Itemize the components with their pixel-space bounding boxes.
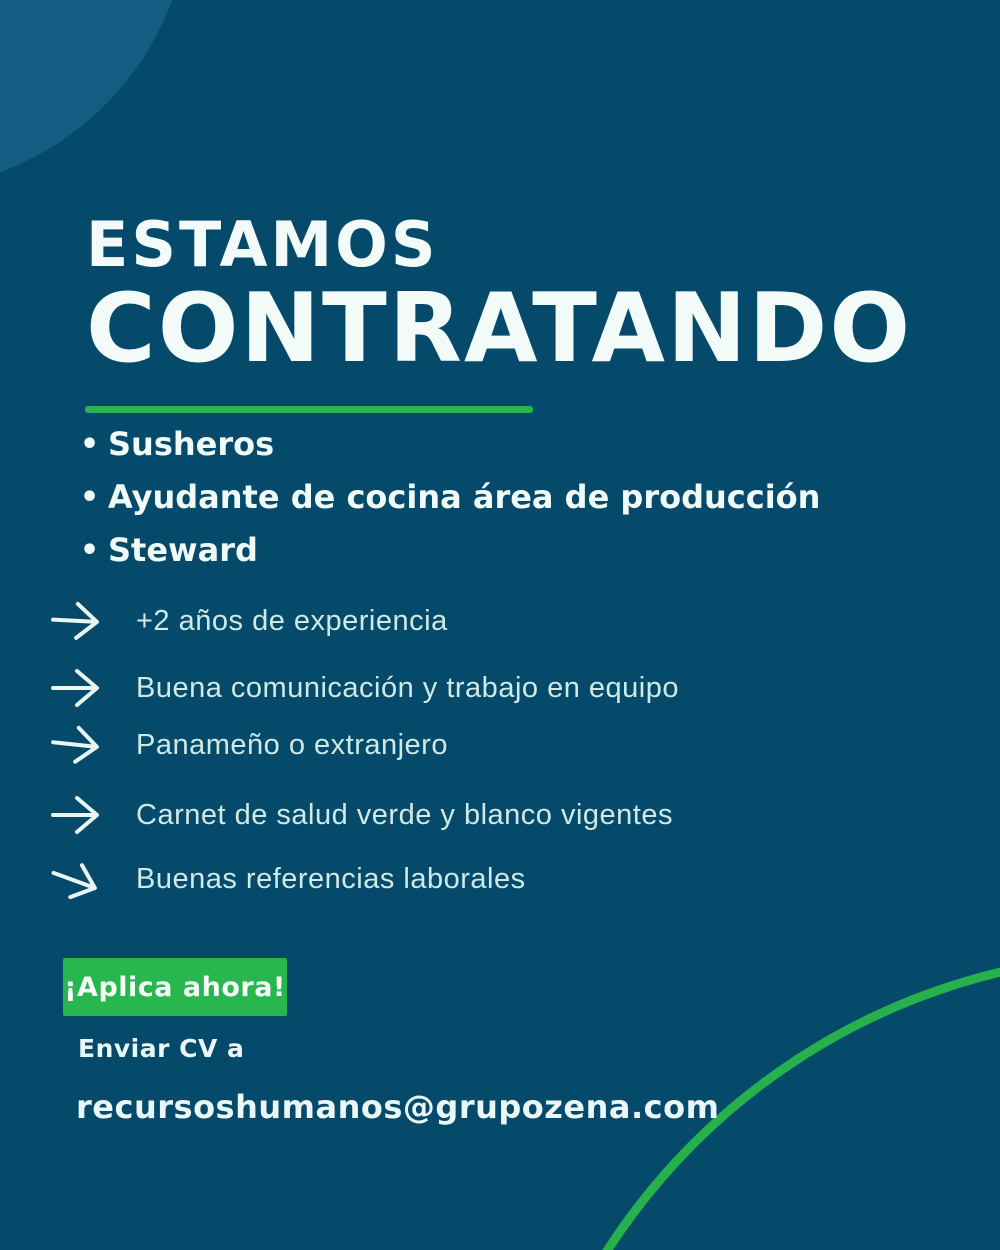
- arrow-right-icon: [50, 792, 108, 838]
- arrow-right-icon: [48, 719, 110, 771]
- title-line-1: ESTAMOS: [86, 208, 439, 281]
- apply-now-label: ¡Aplica ahora!: [64, 971, 286, 1003]
- requirement-item: [50, 854, 526, 904]
- position-item: [80, 478, 821, 516]
- requirement-item: [50, 663, 679, 713]
- position-label: Steward: [108, 531, 258, 569]
- positions-list: [80, 425, 821, 587]
- requirement-text: Panameño o extranjero: [136, 728, 448, 761]
- requirement-item: [50, 596, 448, 646]
- position-label: Susheros: [108, 425, 275, 463]
- corner-circle-decoration: [0, 0, 190, 190]
- arrow-right-icon: [43, 850, 113, 913]
- email-address: recursoshumanos@grupozena.com: [76, 1088, 720, 1126]
- title-underline: [85, 406, 533, 413]
- position-item: [80, 425, 820, 463]
- requirement-text: Buena comunicación y trabajo en equipo: [136, 671, 679, 704]
- bullet-icon: •: [80, 427, 100, 462]
- apply-now-button: [63, 958, 287, 1016]
- position-label: Ayudante de cocina área de producción: [108, 478, 821, 516]
- requirement-item: [50, 720, 448, 770]
- arrow-right-icon: [50, 665, 108, 711]
- arrow-right-icon: [49, 597, 109, 646]
- position-item: [80, 531, 820, 569]
- page-title: [86, 208, 913, 384]
- bullet-icon: •: [80, 480, 100, 515]
- requirement-item: [50, 790, 673, 840]
- bullet-icon: •: [80, 533, 100, 568]
- requirement-text: Buenas referencias laborales: [136, 862, 526, 895]
- requirement-text: +2 años de experiencia: [136, 604, 448, 637]
- title-line-2: CONTRATANDO: [86, 274, 913, 384]
- send-cv-label: Enviar CV a: [78, 1034, 245, 1063]
- requirement-text: Carnet de salud verde y blanco vigentes: [136, 798, 673, 831]
